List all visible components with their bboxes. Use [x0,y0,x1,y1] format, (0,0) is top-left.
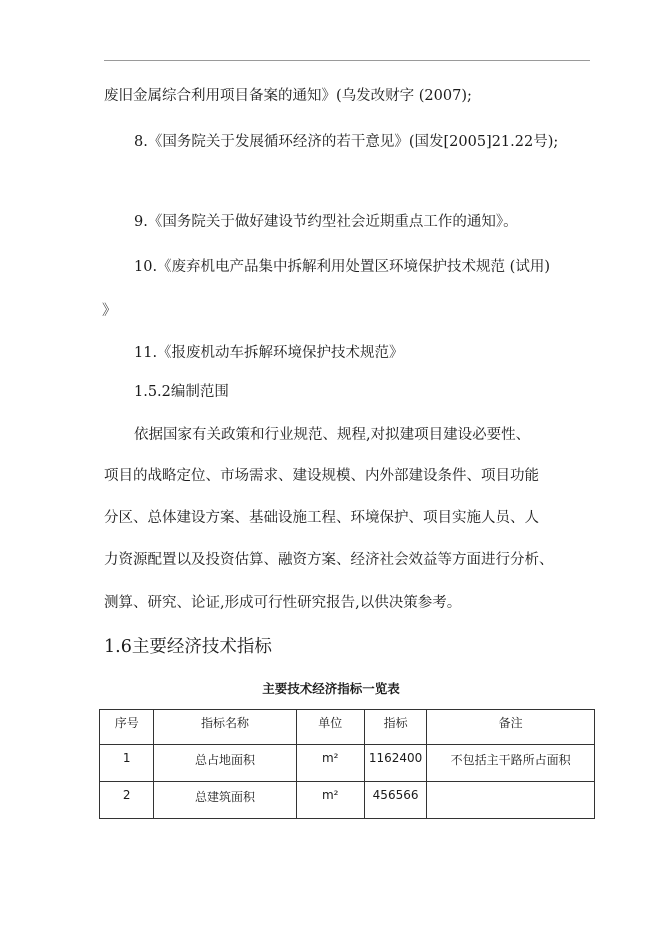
column-header: 单位 [296,710,364,745]
column-header: 指标 [364,710,426,745]
paragraph-line: 力资源配置以及投资估算、融资方案、经济社会效益等方面进行分析、 [104,552,554,568]
header-rule [104,60,590,61]
table-row [100,782,595,819]
table-title: 主要技术经济指标一览表 [262,681,400,696]
table-cell: 2 [100,782,154,819]
column-header: 备注 [427,710,595,745]
paragraph-line: 测算、研究、论证,形成可行性研究报告,以供决策参考。 [104,595,462,611]
table-cell: 1 [100,745,154,782]
list-item-10-continuation: 》 [102,303,117,319]
paragraph-line: 废旧金属综合利用项目备案的通知》(乌发改财字 (2007); [104,88,472,104]
table-cell: m² [296,782,364,819]
section-heading: 1.6主要经济技术指标 [104,637,272,657]
table-cell: 总占地面积 [154,745,296,782]
table-cell: 456566 [364,782,426,819]
table-cell: 不包括主干路所占面积 [427,745,595,782]
table-cell: 1162400 [364,745,426,782]
table-header-row [100,710,595,745]
list-item-11: 11.《报废机动车拆解环境保护技术规范》 [134,345,404,361]
indicators-table [99,709,595,819]
column-header: 序号 [100,710,154,745]
table-cell [427,782,595,819]
paragraph-line: 依据国家有关政策和行业规范、规程,对拟建项目建设必要性、 [134,427,531,443]
table-cell: 总建筑面积 [154,782,296,819]
list-item-8: 8.《国务院关于发展循环经济的若干意见》(国发[2005]21.22号); [134,134,559,150]
list-item-10: 10.《废弃机电产品集中拆解利用处置区环境保护技术规范 (试用) [134,259,550,275]
paragraph-line: 项目的战略定位、市场需求、建设规模、内外部建设条件、项目功能 [104,468,539,484]
table-row [100,745,595,782]
paragraph-line: 分区、总体建设方案、基础设施工程、环境保护、项目实施人员、人 [104,510,539,526]
list-item-9: 9.《国务院关于做好建设节约型社会近期重点工作的通知》。 [134,214,518,230]
subsection-heading: 1.5.2编制范围 [134,384,229,400]
table-cell: m² [296,745,364,782]
column-header: 指标名称 [154,710,296,745]
